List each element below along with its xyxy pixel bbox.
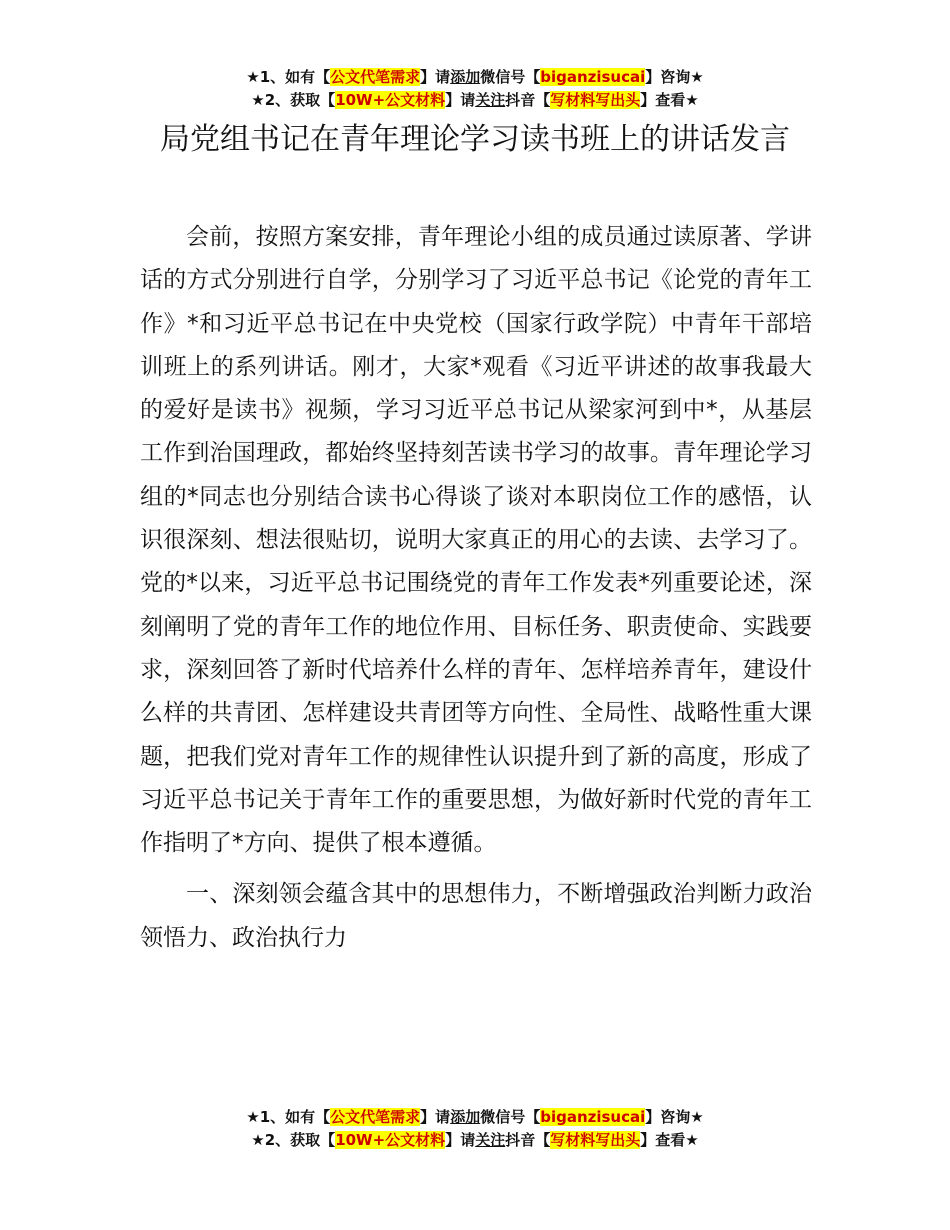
promo-underlined-text: 关注 xyxy=(475,1131,506,1149)
footer-promo xyxy=(0,1106,950,1152)
promo-line-2 xyxy=(0,1129,950,1152)
promo-text: 】请 xyxy=(445,91,476,109)
promo-highlight: 公文代笔需求 xyxy=(330,68,421,86)
promo-text: 】请 xyxy=(445,1131,476,1149)
promo-text: 微信号【 xyxy=(480,1108,541,1126)
promo-line-2 xyxy=(0,89,950,112)
promo-text: ★1、如有【 xyxy=(246,1108,331,1126)
promo-underlined-text: 添加 xyxy=(450,1108,481,1126)
header-promo xyxy=(0,66,950,112)
promo-text: 】查看★ xyxy=(640,91,699,109)
promo-highlight: 公文代笔需求 xyxy=(330,1108,421,1126)
body-paragraph: 会前，按照方案安排，青年理论小组的成员通过读原著、学讲话的方式分别进行自学，分别学习了习近平总书记《论党的青年工作》*和习近平总书记在中央党校（国家行政学院）中青年干部培训班上的系列讲话。刚才，大家*观看《习近平讲述的故事我最大的爱好是读书》视频，学习习近平总书记从梁家河到中*，从基层工作到治国理政，都始终坚持刻苦读书学习的故事。青年理论学习组的*同志也分别结合读书心得谈了谈对本职岗位工作的感悟，认识很深刻、想法很贴切，说明大家真正的用心的去读、去学习了。党的*以来，习近平总书记围绕党的青年工作发表*列重要论述，深刻阐明了党的青年工作的地位作用、目标任务、职责使命、实践要求，深刻回答了新时代培养什么样的青年、怎样培养青年，建设什么样的共青团、怎样建设共青团等方向性、全局性、战略性重大课题，把我们党对青年工作的规律性认识提升到了新的高度，形成了习近平总书记关于青年工作的重要思想，为做好新时代党的青年工作指明了*方向、提供了根本遵循。 xyxy=(140,224,812,857)
promo-line-1 xyxy=(0,66,950,89)
promo-text: ★1、如有【 xyxy=(246,68,331,86)
promo-highlight: biganzisucai xyxy=(540,1108,646,1126)
promo-text: ★2、获取【 xyxy=(251,91,336,109)
promo-text: 抖音【 xyxy=(505,1131,551,1149)
promo-text: 】请 xyxy=(420,68,451,86)
document-title: 局党组书记在青年理论学习读书班上的讲话发言 xyxy=(160,122,790,157)
promo-highlight: 写材料写出头 xyxy=(550,1131,641,1149)
promo-line-1 xyxy=(0,1106,950,1129)
promo-text: 抖音【 xyxy=(505,91,551,109)
promo-underlined-text: 添加 xyxy=(450,68,481,86)
promo-text: ★2、获取【 xyxy=(251,1131,336,1149)
section-heading: 一、深刻领会蕴含其中的思想伟力，不断增强政治判断力政治领悟力、政治执行力 xyxy=(140,881,812,951)
promo-highlight: 写材料写出头 xyxy=(550,91,641,109)
promo-text: 】查看★ xyxy=(640,1131,699,1149)
promo-text: 】咨询★ xyxy=(645,68,704,86)
promo-highlight: 10W+公文材料 xyxy=(335,1131,446,1149)
promo-text: 微信号【 xyxy=(480,68,541,86)
promo-text: 】咨询★ xyxy=(645,1108,704,1126)
promo-text: 】请 xyxy=(420,1108,451,1126)
document-body xyxy=(140,216,812,960)
promo-highlight: 10W+公文材料 xyxy=(335,91,446,109)
promo-underlined-text: 关注 xyxy=(475,91,506,109)
promo-highlight: biganzisucai xyxy=(540,68,646,86)
